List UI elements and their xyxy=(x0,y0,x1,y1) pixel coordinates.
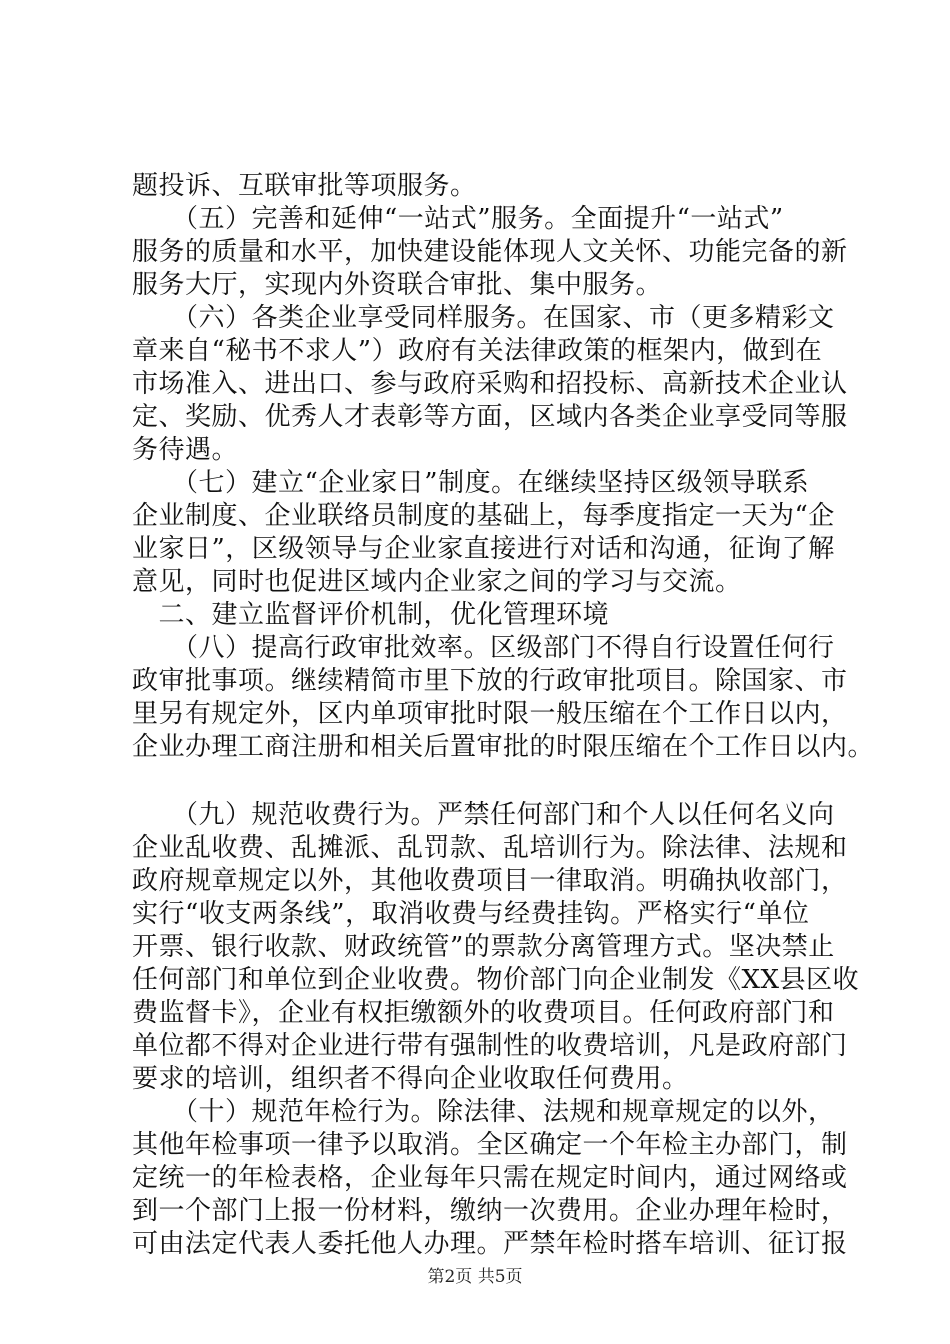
text-line: 单位都不得对企业进行带有强制性的收费培训，凡是政府部门 xyxy=(132,1031,848,1061)
text-line: 务待遇。 xyxy=(132,435,239,465)
text-line: 企业乱收费、乱摊派、乱罚款、乱培训行为。除法律、法规和 xyxy=(132,833,848,863)
page-number-footer: 第2页 共5页 xyxy=(427,1267,523,1287)
text-line: 定、奖励、优秀人才表彰等方面，区域内各类企业享受同等服 xyxy=(132,402,848,432)
text-line: （十）规范年检行为。除法律、法规和规章规定的以外， xyxy=(132,1097,835,1127)
text-line: （八）提高行政审批效率。区级部门不得自行设置任何行 xyxy=(132,633,835,663)
text-line: 其他年检事项一律予以取消。全区确定一个年检主办部门，制 xyxy=(132,1130,848,1160)
text-line: 要求的培训，组织者不得向企业收取任何费用。 xyxy=(132,1064,689,1094)
text-line: 可由法定代表人委托他人办理。严禁年检时搭车培训、征订报 xyxy=(132,1229,848,1259)
text-line: 实行“收支两条线”，取消收费与经费挂钩。严格实行“单位 xyxy=(132,899,810,929)
text-line: 到一个部门上报一份材料，缴纳一次费用。企业办理年检时， xyxy=(132,1196,848,1226)
text-line: （九）规范收费行为。严禁任何部门和个人以任何名义向 xyxy=(132,800,835,830)
text-line: 企业制度、企业联络员制度的基础上，每季度指定一天为“企 xyxy=(132,501,835,531)
text-line: 业家日”，区级领导与企业家直接进行对话和沟通，征询了解 xyxy=(132,534,835,564)
text-line: 企业办理工商注册和相关后置审批的时限压缩在个工作日以内。 xyxy=(132,732,875,762)
section-heading: 二、建立监督评价机制，优化管理环境 xyxy=(132,600,610,630)
text-line: 题投诉、互联审批等项服务。 xyxy=(132,171,477,201)
text-line: 里另有规定外，区内单项审批时限一般压缩在个工作日以内， xyxy=(132,699,848,729)
text-line: 市场准入、进出口、参与政府采购和招投标、高新技术企业认 xyxy=(132,369,848,399)
paragraph-gap xyxy=(132,764,832,799)
text-line: 开票、银行收款、财政统管”的票款分离管理方式。坚决禁止 xyxy=(132,932,835,962)
text-line: （七）建立“企业家日”制度。在继续坚持区级领导联系 xyxy=(132,468,810,498)
text-line: 政府规章规定以外，其他收费项目一律取消。明确执收部门， xyxy=(132,866,848,896)
text-line: （六）各类企业享受同样服务。在国家、市（更多精彩文 xyxy=(132,303,835,333)
text-line: 意见，同时也促进区域内企业家之间的学习与交流。 xyxy=(132,567,742,597)
text-line: 定统一的年检表格，企业每年只需在规定时间内，通过网络或 xyxy=(132,1163,848,1193)
text-line: 章来自“秘书不求人”）政府有关法律政策的框架内，做到在 xyxy=(132,336,823,366)
text-line: 服务大厅，实现内外资联合审批、集中服务。 xyxy=(132,270,663,300)
text-line: 费监督卡》，企业有权拒缴额外的收费项目。任何政府部门和 xyxy=(132,998,835,1028)
document-body xyxy=(132,170,875,1261)
text-line: 政审批事项。继续精简市里下放的行政审批项目。除国家、市 xyxy=(132,666,848,696)
text-line: （五）完善和延伸“一站式”服务。全面提升“一站式” xyxy=(132,204,784,234)
text-line: 任何部门和单位到企业收费。物价部门向企业制发《XX县区收 xyxy=(132,965,860,995)
text-line: 服务的质量和水平，加快建设能体现人文关怀、功能完备的新 xyxy=(132,237,848,267)
